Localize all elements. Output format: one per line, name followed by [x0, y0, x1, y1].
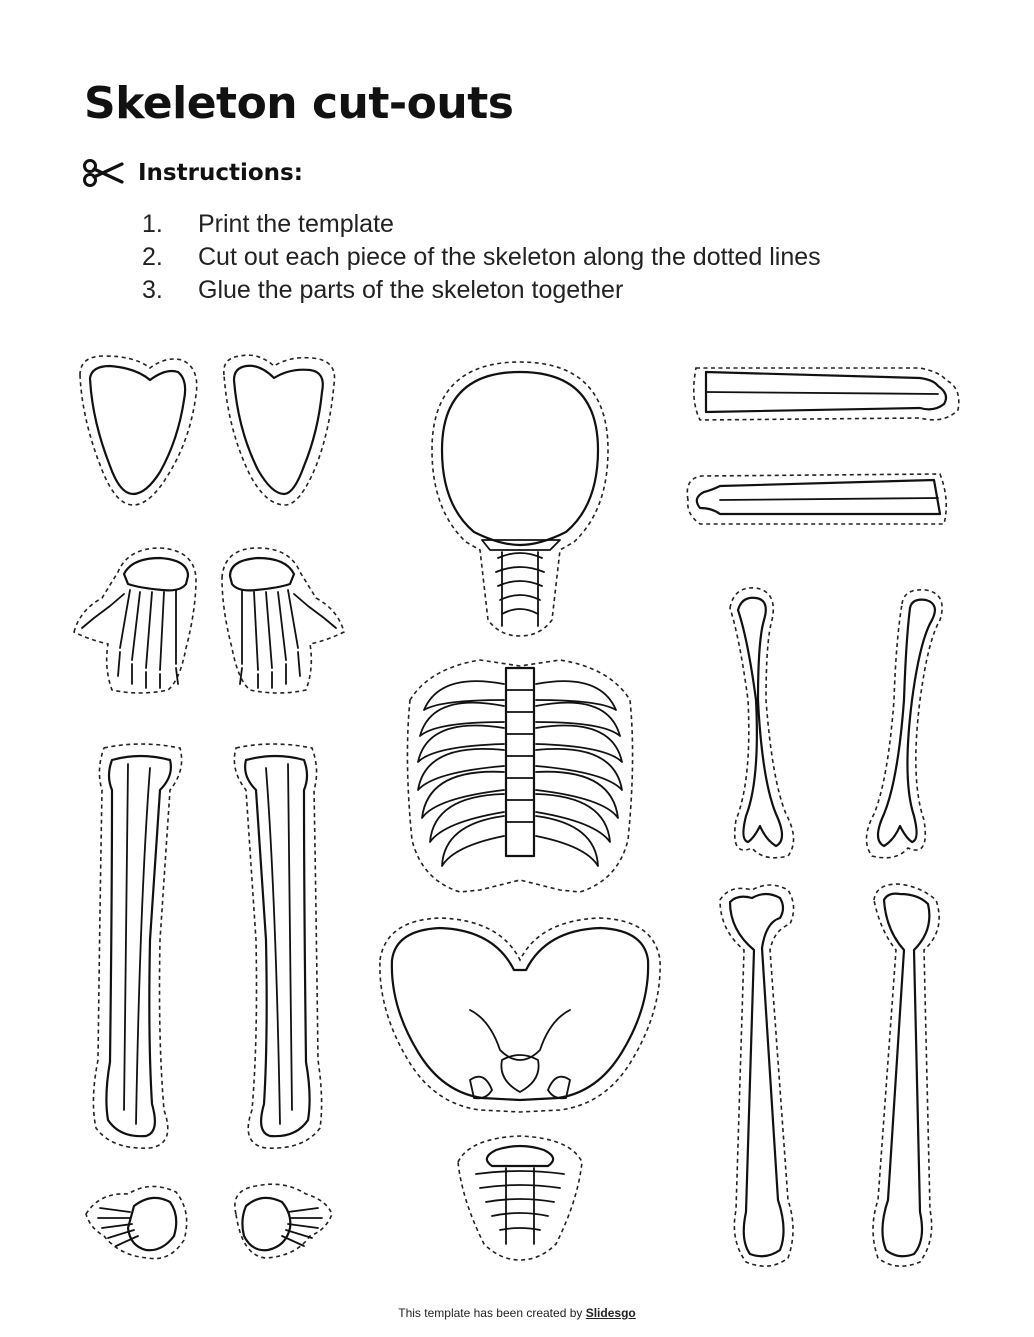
upper-clavicle-cutout — [694, 368, 959, 420]
lower-clavicle-cutout — [687, 474, 946, 524]
left-femur-cutout — [720, 885, 794, 1266]
skull-cutout — [432, 362, 608, 636]
step-text: Cut out each piece of the skeleton along the dotted lines — [198, 243, 821, 271]
step-number: 2. — [142, 243, 163, 271]
left-shoulder-blade-cutout — [80, 356, 197, 505]
right-femur-cutout — [873, 884, 939, 1266]
left-foot-cutout — [86, 1186, 187, 1258]
sacrum-cutout — [458, 1136, 582, 1260]
step-text: Print the template — [198, 210, 394, 238]
instructions-label: Instructions: — [138, 160, 303, 186]
footer-text: This template has been created by — [398, 1306, 586, 1320]
right-forearm-cutout — [234, 744, 321, 1148]
right-shoulder-blade-cutout — [224, 355, 335, 505]
left-humerus-cutout — [730, 588, 794, 858]
right-foot-cutout — [235, 1184, 332, 1258]
right-humerus-cutout — [866, 590, 942, 858]
step-text: Glue the parts of the skeleton together — [198, 276, 624, 304]
right-hand-cutout — [222, 548, 344, 693]
footer-brand-link[interactable]: Slidesgo — [585, 1306, 636, 1320]
footer-credit — [0, 1306, 1034, 1320]
pelvis-cutout — [380, 918, 660, 1112]
step-number: 3. — [142, 276, 163, 304]
left-hand-cutout — [74, 548, 196, 693]
page-title: Skeleton cut-outs — [84, 78, 514, 129]
left-forearm-cutout — [93, 744, 181, 1148]
step-number: 1. — [142, 210, 163, 238]
rib-cage-cutout — [407, 660, 632, 892]
